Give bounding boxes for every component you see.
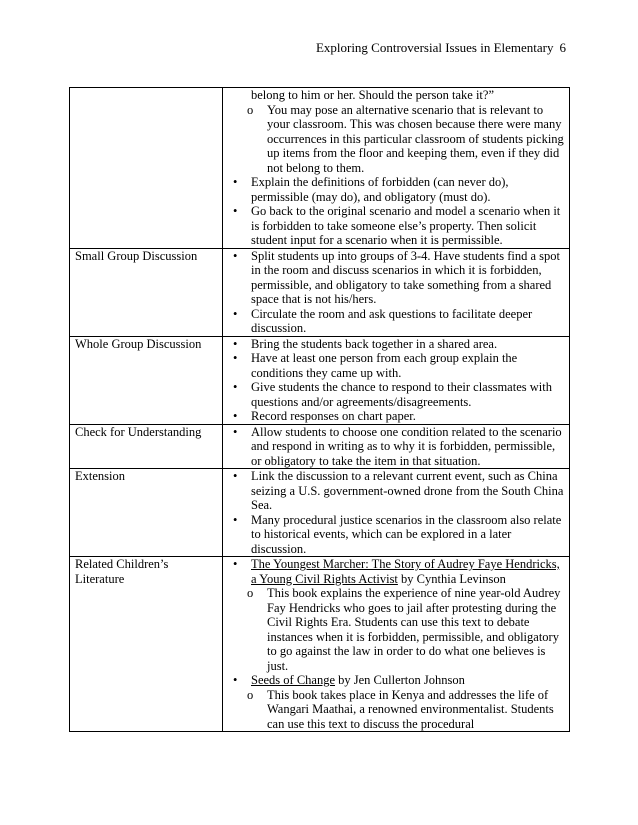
bullet-item: • Bring the students back together in a shared area.	[228, 337, 565, 352]
continued-text: belong to him or her. Should the person take it?”	[251, 88, 495, 102]
table-row	[70, 248, 570, 336]
book-item	[228, 673, 565, 731]
row-content	[223, 88, 570, 249]
sub-bullet: o This book takes place in Kenya and addresses the life of Wangari Maathai, a renowned environmentalist. Students can use this text to discuss the procedural	[228, 688, 565, 732]
bullet-item: • Give students the chance to respond to their classmates with questions and/or agreements/disagreements.	[228, 380, 565, 409]
row-label: Extension	[70, 469, 223, 557]
row-label: Small Group Discussion	[70, 248, 223, 336]
book-author: by Jen Cullerton Johnson	[335, 673, 465, 687]
sub-bullet: o This book explains the experience of nine year-old Audrey Fay Hendricks who goes to jail after protesting during the Civil Rights Era. Students can use this text to debate instances when it is forbidden, permissible, and obligatory to go against the law in order to do what one believes is just.	[228, 586, 565, 673]
row-content	[223, 336, 570, 424]
bullet-item: • Go back to the original scenario and model a scenario when it is forbidden to take someone else’s property. Then solicit student input for a scenario when it is permissible.	[228, 204, 565, 248]
row-label	[70, 557, 223, 732]
running-header	[316, 40, 566, 55]
row-label: Whole Group Discussion	[70, 336, 223, 424]
row-label: Check for Understanding	[70, 424, 223, 469]
book-title: Seeds of Change	[251, 673, 336, 687]
table-row	[70, 336, 570, 424]
table-row	[70, 469, 570, 557]
row-content	[223, 248, 570, 336]
book-title: The Youngest Marcher: The Story of Audrey Faye Hendricks, a Young Civil Rights Activist	[251, 557, 560, 586]
bullet-item: • Link the discussion to a relevant current event, such as China seizing a U.S. government-owned drone from the South China Sea.	[228, 469, 565, 513]
bullet-item: • Explain the definitions of forbidden (can never do), permissible (may do), and obligatory (must do).	[228, 175, 565, 204]
row-label-line: Related Children’s	[75, 557, 169, 571]
sub-bullet: o You may pose an alternative scenario that is relevant to your classroom. This was chosen because there were many occurrences in this particular classroom of students picking up items from the floor and keeping them, even if they did not belong to them.	[228, 103, 565, 176]
row-content	[223, 557, 570, 732]
row-label-line: Literature	[75, 571, 125, 586]
row-content	[223, 424, 570, 469]
book-author: by Cynthia Levinson	[397, 571, 506, 586]
bullet-item: • Record responses on chart paper.	[228, 409, 565, 424]
running-title: Exploring Controversial Issues in Elementary	[315, 40, 554, 55]
table-row	[70, 557, 570, 732]
bullet-item: • Circulate the room and ask questions to facilitate deeper discussion.	[228, 307, 565, 336]
row-label	[70, 88, 223, 249]
lesson-plan-table	[69, 87, 570, 732]
table-row	[70, 424, 570, 469]
bullet-item: • Many procedural justice scenarios in the classroom also relate to historical events, which can be explored in a later discussion.	[228, 513, 565, 557]
bullet-item: • Split students up into groups of 3-4. Have students find a spot in the room and discuss scenarios in which it is forbidden, permissible, and obligatory to take something from a shared space that is not his/hers.	[228, 249, 565, 307]
bullet-item: • Have at least one person from each group explain the conditions they came up with.	[228, 351, 565, 380]
row-content	[223, 469, 570, 557]
book-item	[228, 557, 565, 673]
page-number: 6	[559, 40, 566, 55]
bullet-item: • Allow students to choose one condition related to the scenario and respond in writing as to why it is forbidden, permissible, or obligatory to take the item in that situation.	[228, 425, 565, 469]
table-row	[70, 88, 570, 249]
